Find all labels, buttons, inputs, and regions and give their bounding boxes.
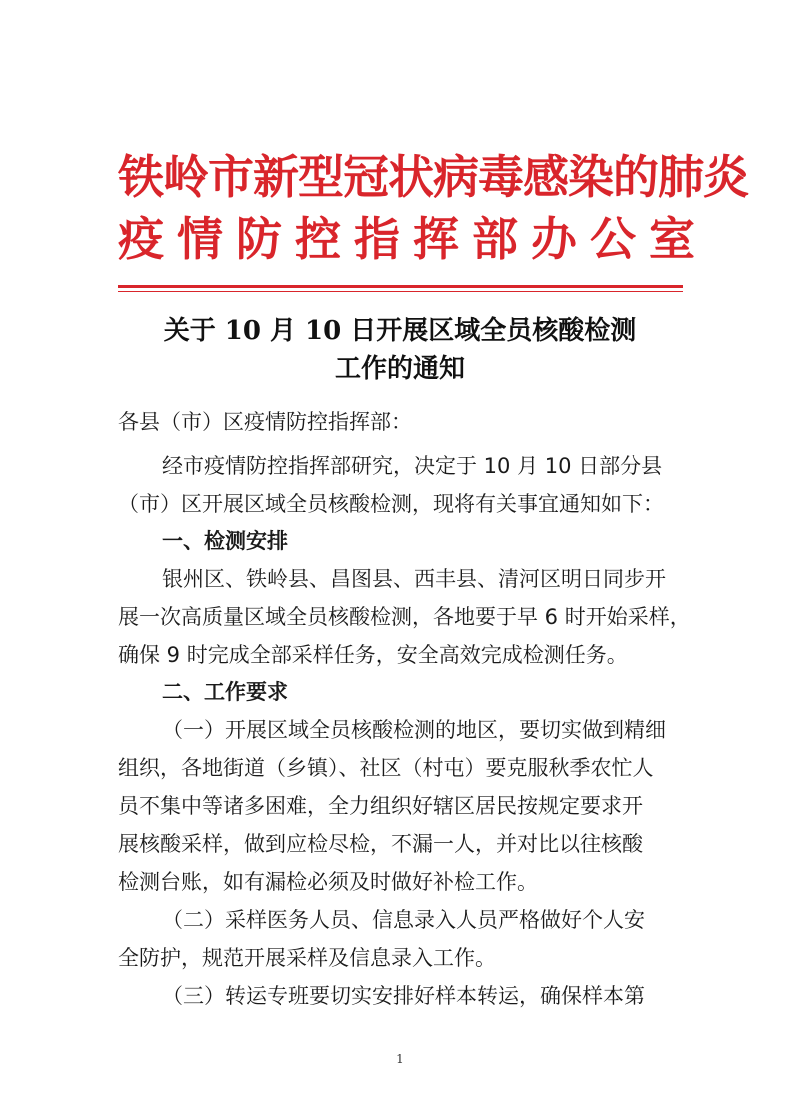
- org-header-line1: 铁岭市新型冠状病毒感染的肺炎: [118, 150, 748, 204]
- item1-line-1: （一）开展区域全员核酸检测的地区，要切实做到精细: [162, 718, 666, 742]
- item2-line-1: （二）采样医务人员、信息录入人员严格做好个人安: [162, 908, 645, 932]
- section1-line-3: 确保 9 时完成全部采样任务，安全高效完成检测任务。: [118, 643, 628, 667]
- org-header-line2: 疫情防控指挥部办公室: [118, 212, 708, 266]
- item2-line-2: 全防护，规范开展采样及信息录入工作。: [118, 946, 496, 970]
- intro-line-1: 经市疫情防控指挥部研究，决定于 10 月 10 日部分县: [162, 454, 663, 478]
- item1-line-3: 员不集中等诸多困难，全力组织好辖区居民按规定要求开: [118, 794, 643, 818]
- header-divider-thick: [118, 285, 683, 288]
- salutation: 各县（市）区疫情防控指挥部：: [118, 410, 412, 434]
- section1-line-2: 展一次高质量区域全员核酸检测，各地要于早 6 时开始采样，: [118, 605, 691, 629]
- page-number: 1: [396, 1052, 404, 1066]
- item3-line-1: （三）转运专班要切实安排好样本转运，确保样本第: [162, 984, 645, 1008]
- document-title-line2: 工作的通知: [334, 354, 465, 384]
- item1-line-2: 组织，各地街道（乡镇）、社区（村屯）要克服秋季农忙人: [118, 756, 654, 780]
- header-divider-thin: [118, 291, 683, 292]
- item1-line-4: 展核酸采样，做到应检尽检，不漏一人，并对比以往核酸: [118, 832, 643, 856]
- section1-line-1: 银州区、铁岭县、昌图县、西丰县、清河区明日同步开: [162, 567, 666, 591]
- section1-heading: 一、检测安排: [162, 529, 288, 553]
- section2-heading: 二、工作要求: [162, 680, 288, 704]
- item1-line-5: 检测台账，如有漏检必须及时做好补检工作。: [118, 870, 538, 894]
- document-title-line1: 关于 10 月 10 日开展区域全员核酸检测: [163, 316, 637, 346]
- intro-line-2: （市）区开展区域全员核酸检测，现将有关事宜通知如下：: [118, 492, 664, 516]
